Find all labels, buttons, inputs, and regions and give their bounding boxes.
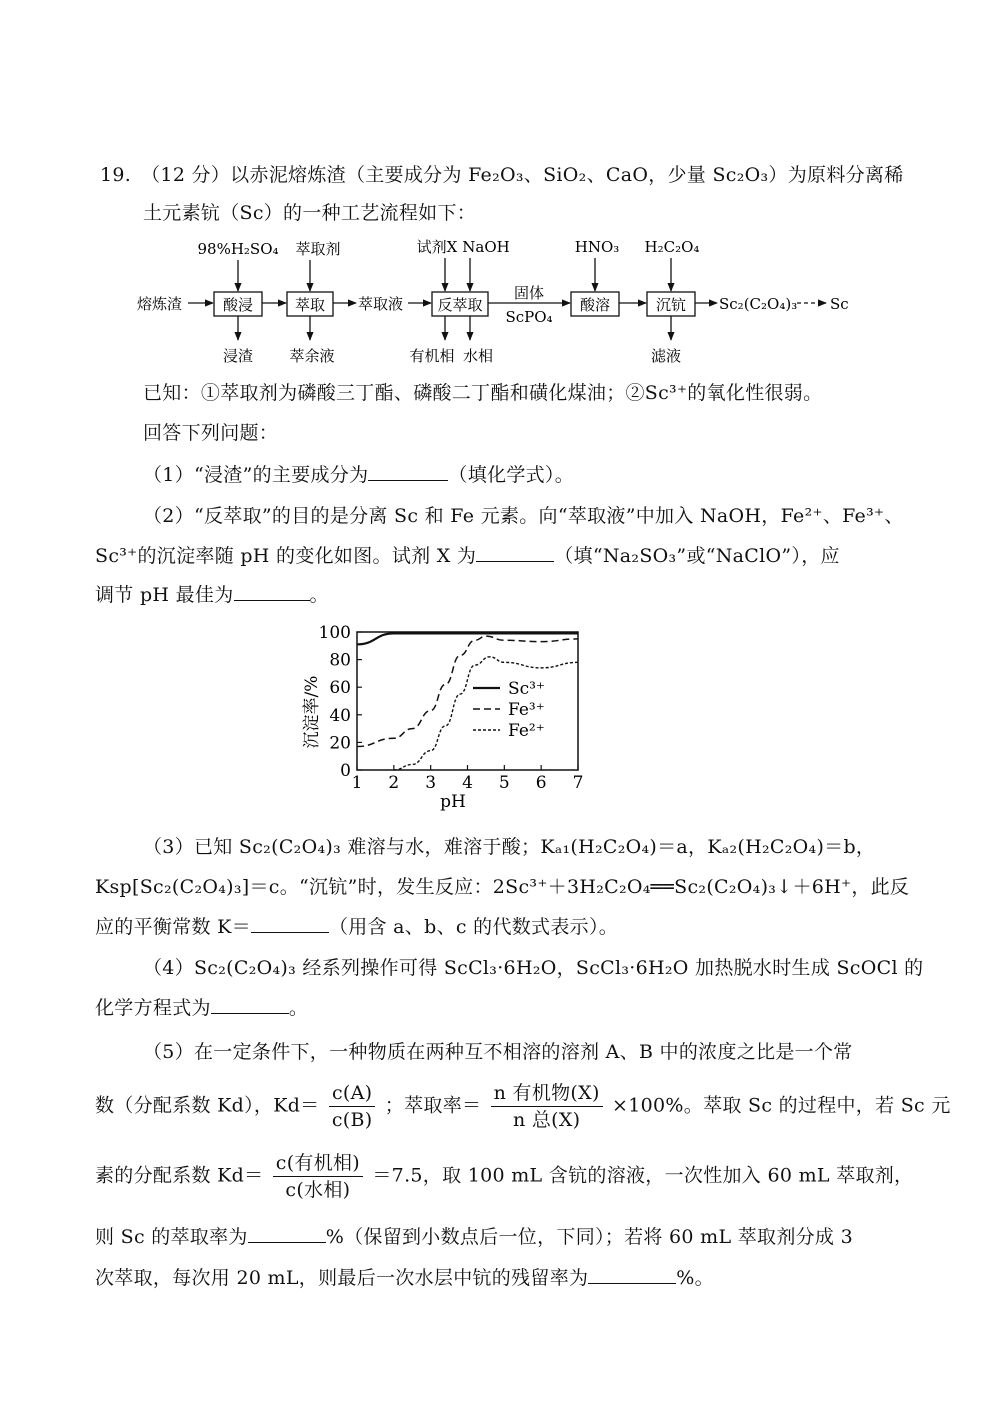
kd-fraction (329, 1080, 376, 1133)
q2-text-a: Sc³⁺的沉淀率随 pH 的变化如图。试剂 X 为 (95, 545, 477, 567)
output-raffinate: 萃余液 (289, 347, 335, 365)
x-tick-label: 1 (351, 773, 363, 793)
q2-line-3 (95, 580, 329, 607)
q4-line-2 (95, 993, 308, 1020)
plot-frame (357, 632, 578, 770)
flow-start-slag: 熔炼渣 (137, 295, 183, 313)
chart-legend (473, 679, 545, 741)
step-acid-leach: 酸浸 (222, 296, 254, 314)
q5-line-3 (95, 1150, 913, 1203)
legend-label-2: Fe²⁺ (508, 721, 545, 741)
reagent-extractant: 萃取剂 (295, 240, 341, 258)
q3-line-2: Ksp[Sc₂(C₂O₄)₃]＝c。“沉钪”时，发生反应：2Sc³⁺＋3H₂C₂O₄══Sc₂(C₂O₄)₃↓＋6H⁺，此反 (95, 876, 910, 898)
q2-reagent-blank[interactable] (476, 543, 554, 562)
q2-ph-blank[interactable] (234, 582, 310, 601)
q5-text-b: ；萃取率＝ (384, 1094, 482, 1117)
output-leach-residue: 浸渣 (222, 347, 254, 365)
step-back-extract: 反萃取 (437, 296, 483, 314)
q4-text-a: 化学方程式为 (95, 997, 211, 1019)
x-tick-label: 4 (462, 773, 473, 793)
output-aqueous-phase: 水相 (462, 347, 494, 365)
chart-x-label: pH (440, 792, 466, 812)
rate-denominator: n 总(X) (512, 1109, 581, 1131)
q2-text-c: 调节 pH 最佳为 (95, 584, 234, 606)
precipitation-rate-chart (295, 622, 595, 817)
step-acid-dissolve: 酸溶 (579, 296, 611, 314)
q5-text-c: ×100%。萃取 Sc 的过程中，若 Sc 元 (612, 1094, 951, 1117)
q5-text-h: 次萃取，每次用 20 mL，则最后一次水层中钪的残留率为 (95, 1267, 589, 1289)
q5-line-5 (95, 1263, 714, 1290)
question-number: 19. (100, 164, 132, 186)
q5-line-2 (95, 1080, 951, 1133)
flow-solid-scpo4: ScPO₄ (505, 308, 553, 326)
legend-label-0: Sc³⁺ (508, 679, 545, 699)
q5-text-d: 素的分配系数 Kd＝ (95, 1164, 264, 1187)
x-tick-label: 5 (498, 773, 510, 793)
q5-text-g: %（保留到小数点后一位，下同）；若将 60 mL 萃取剂分成 3 (325, 1226, 853, 1248)
q4-line-1: （4）Sc₂(C₂O₄)₃ 经系列操作可得 ScCl₃·6H₂O，ScCl₃·6H₂O 加热脱水时生成 ScOCl 的 (143, 957, 924, 979)
flow-product-oxalate: Sc₂(C₂O₄)₃ (719, 295, 798, 313)
output-filtrate: 滤液 (650, 347, 682, 365)
x-tick-label: 2 (388, 773, 400, 793)
q3-line-1: （3）已知 Sc₂(C₂O₄)₃ 难溶与水，难溶于酸；Kₐ₁(H₂C₂O₄)＝a，Kₐ₂(H₂C₂O₄)＝b， (143, 836, 876, 858)
q5-text-i: %。 (676, 1267, 714, 1289)
q5-text-f: 则 Sc 的萃取率为 (95, 1226, 248, 1248)
q5-line-4 (95, 1222, 853, 1249)
flow-extract-liquid: 萃取液 (358, 295, 404, 313)
x-tick-label: 6 (535, 773, 547, 793)
q2-text-d: 。 (309, 584, 329, 606)
y-tick-label: 20 (329, 733, 351, 754)
series-line-2 (394, 657, 578, 770)
q3-line-3 (95, 912, 618, 939)
x-tick-label: 7 (572, 773, 584, 793)
step-precipitate-sc: 沉钪 (655, 296, 687, 314)
reagent-x: 试剂X (416, 238, 458, 256)
kd-phase-fraction (273, 1150, 363, 1203)
chart-y-label: 沉淀率/% (302, 675, 322, 749)
q1-answer-blank[interactable] (368, 462, 448, 481)
q5-text-e: ＝7.5，取 100 mL 含钪的溶液，一次性加入 60 mL 萃取剂， (372, 1164, 914, 1187)
legend-label-1: Fe³⁺ (508, 700, 545, 720)
flow-product-sc: Sc (830, 295, 849, 313)
question-1 (143, 460, 574, 487)
reagent-h2c2o4: H₂C₂O₄ (644, 238, 700, 256)
reagent-naoh: NaOH (462, 238, 510, 256)
q2-line-2 (95, 541, 840, 568)
q4-equation-blank[interactable] (211, 995, 289, 1014)
q2-line-1: （2）“反萃取”的目的是分离 Sc 和 Fe 元素。向“萃取液”中加入 NaOH，Fe²⁺、Fe³⁺、 (143, 505, 904, 527)
y-tick-label: 80 (329, 650, 351, 671)
process-flow-diagram (0, 232, 992, 372)
kd-denominator: c(B) (331, 1109, 373, 1131)
rate-numerator: n 有机物(X) (491, 1080, 603, 1107)
q4-text-b: 。 (288, 997, 309, 1019)
q1-text-b: （填化学式）。 (448, 464, 575, 486)
output-organic-phase: 有机相 (409, 347, 455, 365)
q5-text-a: 数（分配系数 Kd），Kd＝ (95, 1094, 320, 1117)
y-tick-label: 40 (329, 705, 351, 726)
q5-rate-blank[interactable] (248, 1224, 326, 1243)
kd2-numerator: c(有机相) (273, 1150, 363, 1177)
extraction-rate-fraction (491, 1080, 603, 1133)
reagent-h2so4: 98%H₂SO₄ (197, 240, 279, 258)
chart-series (357, 633, 578, 770)
kd2-denominator: c(水相) (285, 1179, 351, 1201)
q5-residual-blank[interactable] (588, 1265, 676, 1284)
y-tick-label: 0 (340, 761, 351, 781)
y-tick-label: 60 (329, 678, 351, 699)
question-number-line (100, 160, 904, 187)
q2-text-b: （填“Na₂SO₃”或“NaClO”），应 (554, 545, 840, 567)
x-tick-label: 3 (425, 773, 437, 793)
kd-numerator: c(A) (329, 1080, 376, 1107)
q5-line-1: （5）在一定条件下，一种物质在两种互不相溶的溶剂 A、B 中的浓度之比是一个常 (143, 1041, 853, 1063)
intro-line-1: （12 分）以赤泥熔炼渣（主要成分为 Fe₂O₃、SiO₂、CaO，少量 Sc₂O₃）为原料分离稀 (141, 164, 904, 186)
flow-solid-label: 固体 (513, 284, 545, 302)
q1-text-a: （1）“浸渣”的主要成分为 (143, 464, 369, 486)
y-tick-label: 100 (318, 623, 351, 643)
q3-text-a: 应的平衡常数 K＝ (95, 916, 251, 938)
reagent-hno3: HNO₃ (574, 238, 620, 256)
answer-prompt: 回答下列问题： (143, 422, 279, 444)
known-conditions: 已知：①萃取剂为磷酸三丁酯、磷酸二丁酯和磺化煤油；②Sc³⁺的氧化性很弱。 (143, 382, 823, 404)
q3-text-b: （用含 a、b、c 的代数式表示）。 (328, 916, 619, 938)
step-extract: 萃取 (294, 296, 326, 314)
q3-k-blank[interactable] (251, 914, 329, 933)
intro-line-2: 土元素钪（Sc）的一种工艺流程如下： (143, 202, 477, 224)
series-line-0 (357, 633, 578, 644)
